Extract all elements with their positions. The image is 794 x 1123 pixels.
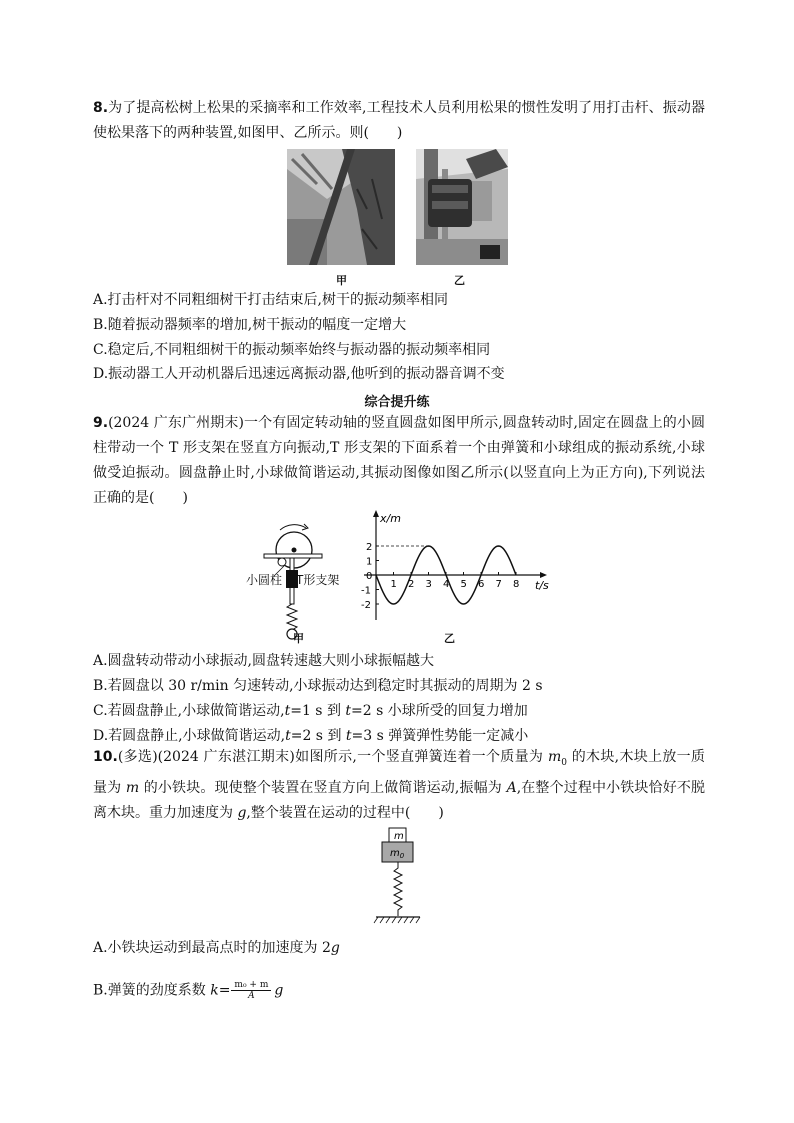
- x-axis-arrow: [540, 572, 547, 578]
- photo-vibrator-machine: [416, 149, 508, 265]
- x-tick-label-1: 1: [390, 579, 397, 590]
- q10-option-b: B.弹簧的劲度系数 k= $\frac{\text{m₀ + m}}{A}$ g: [93, 980, 284, 1001]
- q10-stem: 10.(多选)(2024 广东湛江期末)如图所示,一个竖直弹簧连着一个质量为 $m_0$ 的木块,木块上放一质量为 m 的小铁块。现使整个装置在竖直方向上做简谐运动,振幅为 A,在整个过程中小铁块恰好不脱离木块。重力加速度为 g,整个装置在运动的过程中( ): [93, 749, 706, 821]
- q8-option-b: B.随着振动器频率的增加,树干振动的幅度一定增大: [93, 317, 407, 333]
- label-t-frame: T形支架: [296, 573, 340, 587]
- x-tick-label-7: 7: [495, 579, 502, 590]
- svg-text:m0: $m_0$: [390, 848, 405, 860]
- q9-xt-graph: [352, 508, 552, 626]
- x-axis-label: t/s: [535, 579, 549, 592]
- q8-stem: 8.为了提高松树上松果的采摘率和工作效率,工程技术人员利用松果的惯性发明了用打击杆、振动器使松果落下的两种装置,如图甲、乙所示。则( ): [93, 100, 705, 141]
- x-tick-label-4: 4: [443, 579, 450, 590]
- x-tick-label-3: 3: [425, 579, 432, 590]
- q9-fig-b-label: 乙: [444, 632, 455, 645]
- fraction: $\frac{\text{m₀ + m}}{A}$: [231, 980, 271, 1001]
- section-title: 综合提升练: [364, 395, 430, 410]
- q9-option-a: A.圆盘转动带动小球振动,圆盘转速越大则小球振幅越大: [93, 653, 435, 669]
- x-tick-label-8: 8: [513, 579, 520, 590]
- q9-stem: 9.(2024 广东广州期末)一个有固定转动轴的竖直圆盘如图甲所示,圆盘转动时,固定在圆盘上的小圆柱带动一个 T 形支架在竖直方向振动,T 形支架的下面系着一个由弹簧和小球组成的振动系统,小球做受迫振动。圆盘静止时,小球做简谐运动,其振动图像如图乙所示(以竖直向上为正方向),下列说法正确的是( ): [93, 415, 705, 506]
- q8-option-d: D.振动器工人开动机器后迅速远离振动器,他听到的振动器音调不变: [93, 366, 505, 382]
- q9-option-d: D.若圆盘静止,小球做简谐运动,t=2 s 到 t=3 s 弹簧弹性势能一定减小: [93, 728, 529, 744]
- q9-option-b: B.若圆盘以 30 r/min 匀速转动,小球振动达到稳定时其振动的周期为 2 s: [93, 678, 543, 694]
- q10-spring-block-diagram: [368, 826, 428, 928]
- spring: [394, 862, 402, 916]
- q9-option-c: C.若圆盘静止,小球做简谐运动,t=1 s 到 t=2 s 小球所受的回复力增加: [93, 703, 528, 719]
- x-tick-label-2: 2: [408, 579, 415, 590]
- x-tick-label-6: 6: [478, 579, 485, 590]
- photo-strike-pole: [287, 149, 395, 265]
- origin-label: 0: [366, 571, 373, 582]
- q10-option-a: A.小铁块运动到最高点时的加速度为 2g: [93, 940, 340, 956]
- q8-option-a: A.打击杆对不同粗细树干打击结束后,树干的振动频率相同: [93, 292, 449, 308]
- x-tick-label-5: 5: [460, 579, 467, 590]
- q8-option-c: C.稳定后,不同粗细树干的振动频率始终与振动器的振动频率相同: [93, 342, 491, 358]
- y-tick-label-2: 2: [366, 542, 373, 553]
- q9-fig-a-label: 甲: [293, 632, 304, 645]
- y-axis-arrow: [373, 510, 379, 517]
- svg-text:m: m: [394, 831, 404, 842]
- y-axis-label: x/m: [380, 512, 401, 525]
- q8-fig-a-label: 甲: [336, 274, 347, 287]
- y-tick-label--1: -1: [361, 585, 371, 597]
- y-tick-label--2: -2: [361, 600, 371, 611]
- label-small-cylinder: 小圆柱: [246, 573, 283, 587]
- y-tick-label-1: 1: [366, 556, 373, 568]
- q8-fig-b-label: 乙: [454, 274, 465, 287]
